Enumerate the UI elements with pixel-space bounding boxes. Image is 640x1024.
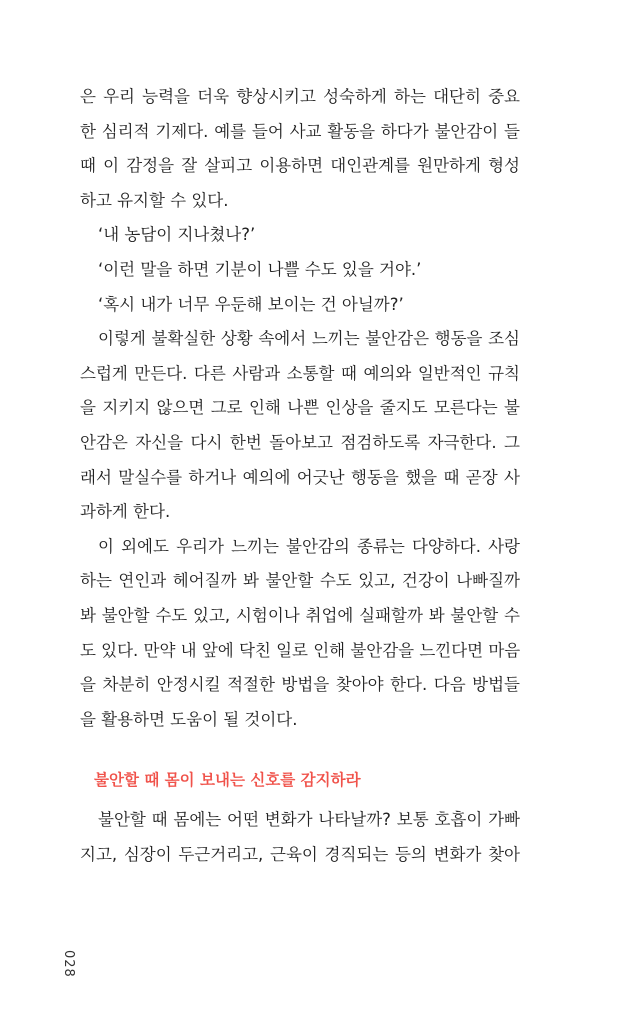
paragraph: [80, 83, 520, 221]
text-line: 은 우리 능력을 더욱 향상시키고 성숙하게 하는 대단히 중요: [80, 87, 520, 106]
text-line: 을 차분히 안정시킬 적절한 방법을 찾아야 한다. 다음 방법들: [80, 675, 520, 695]
quote-line: ‘내 농담이 지나쳤나?’: [98, 225, 256, 245]
paragraph: [80, 806, 520, 875]
text-line: 과하게 한다.: [80, 502, 171, 522]
text-line: 래서 말실수를 하거나 예의에 어긋난 행동을 했을 때 곧장 사: [80, 467, 520, 487]
quote-line: ‘이런 말을 하면 기분이 나쁠 수도 있을 거야.’: [98, 259, 422, 279]
text-line: 한 심리적 기제다. 예를 들어 사교 활동을 하다가 불안감이 들: [80, 121, 520, 141]
text-line: 지고, 심장이 두근거리고, 근육이 경직되는 등의 변화가 찾아: [80, 844, 520, 864]
text-line: 을 활용하면 도움이 될 것이다.: [80, 709, 298, 729]
paragraph: [80, 325, 520, 533]
text-line: 도 있다. 만약 내 앞에 닥친 일로 인해 불안감을 느낀다면 마음: [80, 640, 521, 660]
text-line: 이 외에도 우리가 느끼는 불안감의 종류는 다양하다. 사랑: [98, 536, 520, 556]
quote-line: ‘혹시 내가 너무 우둔해 보이는 건 아닐까?’: [98, 294, 404, 314]
text-line: 하고 유지할 수 있다.: [80, 190, 229, 210]
text-line: 이렇게 불확실한 상황 속에서 느끼는 불안감은 행동을 조심: [98, 329, 520, 349]
text-line: 하는 연인과 헤어질까 봐 불안할 수도 있고, 건강이 나빠질까: [80, 571, 520, 591]
text-line: 을 지키지 않으면 그로 인해 나쁜 인상을 줄지도 모른다는 불: [80, 398, 520, 418]
text-line: 불안할 때 몸에는 어떤 변화가 나타날까? 보통 호흡이 가빠: [98, 810, 520, 830]
text-line: 때 이 감정을 잘 살피고 이용하면 대인관계를 원만하게 형성: [80, 156, 520, 176]
section-heading: 불안할 때 몸이 보내는 신호를 감지하라: [94, 771, 361, 790]
text-line: 안감은 자신을 다시 한번 돌아보고 점검하도록 자극한다. 그: [80, 432, 520, 452]
paragraph: [80, 533, 520, 741]
text-line: 봐 불안할 수도 있고, 시험이나 취업에 실패할까 봐 불안할 수: [80, 605, 520, 625]
body-text: [80, 83, 520, 875]
page-number: 028: [61, 950, 76, 978]
text-line: 스럽게 만든다. 다른 사람과 소통할 때 예의와 일반적인 규칙: [80, 363, 520, 383]
